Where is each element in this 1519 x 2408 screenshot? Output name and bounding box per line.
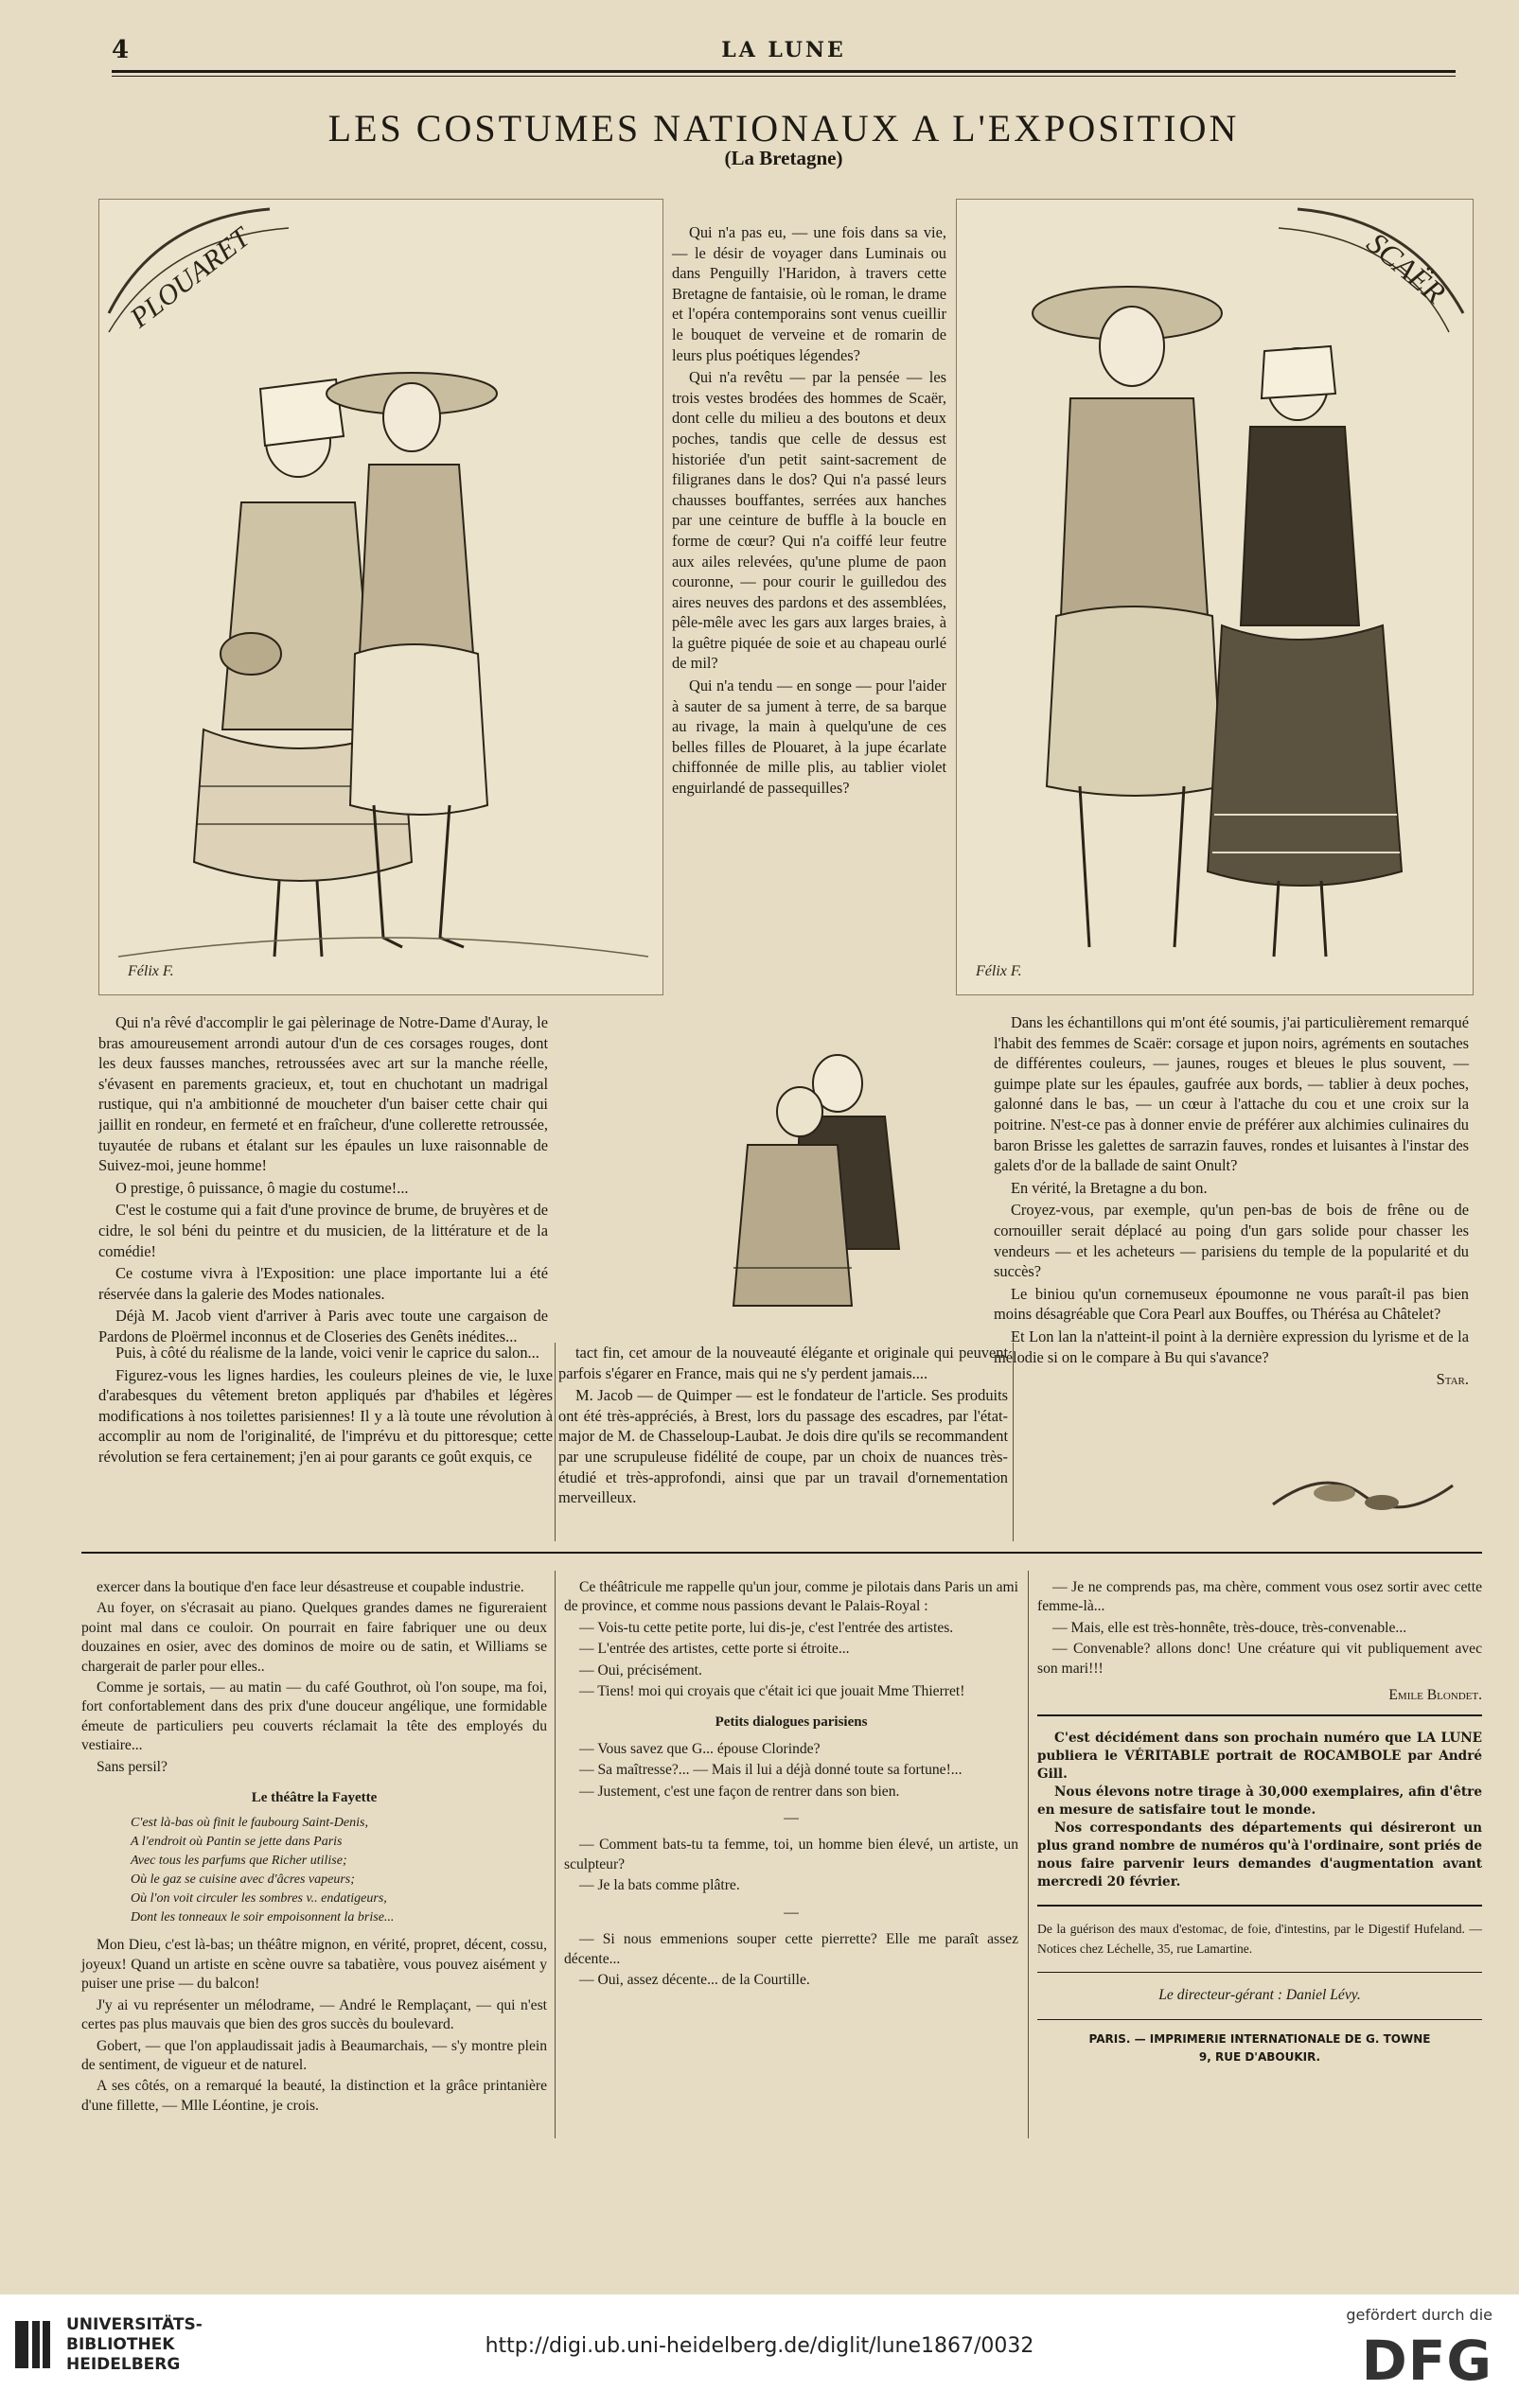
paragraph: Qui n'a tendu — en songe — pour l'aider à sauter de sa jument à terre, de sa barque au rivage, la main à quelqu'une de ces belles filles de Plouaret, à la jupe écarlate chiffonnée de mille plis, au tablier violet enguirlandé de passequilles? — [672, 677, 946, 798]
column-signature: Emile Blondet. — [1388, 1687, 1482, 1704]
verse-line: Avec tous les parfums que Richer utilise; — [131, 1854, 347, 1869]
advertisement: De la guérison des maux d'estomac, de foie, d'intestins, par le Digestif Hufeland. — Notices chez Léchelle, 35, rue Lamartine. — [1037, 1922, 1482, 1956]
paragraph: En vérité, la Bretagne a du bon. — [1011, 1178, 1208, 1197]
paragraph: J'y ai vu représenter un mélodrame, — André le Remplaçant, — qui n'est certes pas plus mauvais que bien des gros succès du boulevard. — [81, 1996, 547, 2033]
paragraph: Ce théâtricule me rappelle qu'un jour, comme je pilotais dans Paris un ami de province, et comme nous passions devant le Palais-Royal : — [564, 1579, 1018, 1615]
dialogue-line: — Si nous emmenions souper cette pierrette? Elle me paraît assez décente... — [564, 1931, 1018, 1967]
dialogue-line: — Comment bats-tu ta femme, toi, un homme bien élevé, un artiste, un sculpteur? — [564, 1837, 1018, 1872]
article-subtitle: (La Bretagne) — [724, 147, 843, 169]
paragraph: Qui n'a revêtu — par la pensée — les trois vestes brodées des hommes de Scaër, dont celle du milieu a des boutons et deux poches, tandis que celle de dessus est historiée d'un petit saint-sacrement de filigranes dans le dos? Qui n'a passé leurs chausses bouffantes, serrées aux hanches par une ceinture de buffle à la boucle en forme de cœur? Qui n'a coiffé leur feutre aux ailes relevées, qu'une plume de paon couronne, — pour courir le guilledou des aires neuves des pardons et des assemblées, pêle-mêle avec les gars aux larges braies, à la guêtre piquée de soie et au chapeau ourlé de mil? — [672, 368, 946, 673]
section-heading: Petits dialogues parisiens — [715, 1714, 868, 1731]
notice-box — [1037, 1730, 1482, 1891]
dialogue-line: — Justement, c'est une façon de rentrer dans son bien. — [579, 1783, 900, 1800]
illustration-plouaret-drawing — [99, 200, 662, 994]
dialogue-line: — Sa maîtresse?... — Mais il lui a déjà donné toute sa fortune!... — [579, 1762, 963, 1779]
funding-note: gefördert durch die — [1346, 2306, 1493, 2324]
article-signature: Star. — [1436, 1370, 1469, 1389]
illustration-couple-drawing — [696, 1031, 946, 1325]
separator-dash: — — [784, 1810, 799, 1827]
artist-signature-right: Félix F. — [976, 963, 1022, 979]
paragraph: Qui n'a rêvé d'accomplir le gai pèlerinage de Notre-Dame d'Auray, le bras amoureusement arrondi autour d'un de ces corsages rouges, dont les deux fausses manches, retroussées avec art sur la manche réelle, s'évasent en parements gracieux, et, tout en chuchotant un madrigal rustique, qui n'a ambitionné de moucheter d'un baiser cette chair qui jaillit en rondeur, en fermeté et en fraîcheur, d'une collerette retroussée, tuyautée de rubans et étalant sur les épaules un luxe raisonnable de Suivez-moi, jeune homme! — [98, 1013, 548, 1175]
dialogue-line: — Oui, assez décente... de la Courtille. — [579, 1971, 810, 1988]
article-column-middle-lower — [558, 1343, 1008, 1510]
paragraph: Sans persil? — [97, 1758, 168, 1775]
paragraph: Dans les échantillons qui m'ont été soumis, j'ai particulièrement remarqué l'habit des femmes de Scaër: corsage et jupon noirs, agréments en soutaches de différentes couleurs, — jaunes, rouges et bleues le plus souvent, — guimpe plate sur les épaules, gaufrée aux bords, — tablier à deux poches, galonné dans le bas, — un cœur à l'attache du cou et une croix sur la poitrine. N'est-ce pas à donner envie de préférer aux alchimies culinaires du baron Brisse les galettes de sarrazin fauves, rondes et luisantes à l'instar des galets d'or de la ballade de saint Onult? — [994, 1013, 1469, 1175]
artist-signature-left: Félix F. — [128, 963, 174, 979]
library-name-line: HEIDELBERG — [66, 2355, 181, 2374]
digitization-footer — [0, 2294, 1519, 2408]
paragraph: exercer dans la boutique d'en face leur désastreuse et coupable industrie. — [97, 1579, 524, 1595]
article-column-middle — [672, 222, 946, 800]
illustration-plouaret — [98, 199, 663, 995]
dialogue-line: — Je la bats comme plâtre. — [579, 1877, 740, 1894]
page-header — [112, 36, 1456, 68]
printer-address: 9, RUE D'ABOUKIR. — [1198, 2049, 1321, 2064]
chronicle-column-3 — [1037, 1578, 1482, 2067]
dialogue-line: — Vous savez que G... épouse Clorinde? — [579, 1740, 821, 1757]
printer-line: PARIS. — IMPRIMERIE INTERNATIONALE DE G. TOWNE — [1088, 2031, 1431, 2046]
paragraph: Et Lon lan la n'atteint-il point à la dernière expression du lyrisme et de la mélodie si on le compare à Bu qui s'avance? — [994, 1327, 1469, 1366]
newspaper-title: LA LUNE — [721, 38, 846, 62]
column-rule — [555, 1343, 556, 1541]
paragraph: Gobert, — que l'on applaudissait jadis à Beaumarchais, — s'y montre plein de sentiment, de vigueur et de naturel. — [81, 2037, 547, 2073]
paragraph: — Tiens! moi qui croyais que c'était ici que jouait Mme Thierret! — [579, 1683, 965, 1700]
paragraph: Mon Dieu, c'est là-bas; un théâtre mignon, en vérité, propret, décent, cossu, joyeux! Quand un artiste en scène ouvre sa tabatière, vous pouvez aisément y puiser une prise — du balcon! — [81, 1937, 547, 1993]
source-url-link[interactable]: http://digi.ub.uni-heidelberg.de/diglit/lune1867/0032 — [485, 2334, 1034, 2358]
notice-rule — [1037, 1714, 1482, 1716]
paragraph: C'est le costume qui a fait d'une province de brume, de bruyères et de cidre, le sol béni du peintre et du musicien, de la littérature et de la comédie! — [98, 1201, 548, 1260]
column-rule — [1028, 1571, 1029, 2138]
paragraph: — Mais, elle est très-honnête, très-douce, très-convenable... — [1052, 1619, 1407, 1636]
label-plouaret: PLOUARET — [124, 221, 256, 334]
notice-rule — [1037, 1905, 1482, 1907]
header-rule — [112, 70, 1456, 77]
paragraph: Croyez-vous, par exemple, qu'un pen-bas de bois de frêne ou de cornouiller serait déplacé au poing d'un gars solide pour chasser les vendeurs — et les acheteurs — parisiens du temple de la popularité et du succès? — [994, 1201, 1469, 1281]
paragraph: Le biniou qu'un cornemuseux époumonne ne vous paraît-il pas bien moins désagréable que Cora Pearl aux Bouffes, ou Thérésa au Châtelet? — [994, 1284, 1469, 1324]
section-rule — [81, 1552, 1482, 1554]
chronicle-column-1 — [81, 1578, 547, 2118]
paragraph: Ce costume vivra à l'Exposition: une place importante lui a été réservée dans la galerie des Modes nationales. — [98, 1264, 548, 1303]
article-column-left-lower — [98, 1343, 553, 1469]
page-number: 4 — [112, 36, 130, 64]
notice-rule — [1037, 2019, 1482, 2020]
paragraph: — L'entrée des artistes, cette porte si étroite... — [579, 1641, 850, 1658]
illustration-couple — [696, 1031, 946, 1325]
paragraph: Comme je sortais, — au matin — du café Gouthrot, où l'on soupe, ma foi, fort confortablement dans des prix d'une douceur angélique, une formidable émeute de particuliers peu couverts réclamait la tête des employés du vestiaire... — [81, 1679, 547, 1754]
paragraph: tact fin, cet amour de la nouveauté élégante et originale qui peuvent parfois s'égarer en France, mais qui ne s'y perdent jamais.... — [558, 1344, 1008, 1382]
notice-paragraph: Nous élevons notre tirage à 30,000 exemplaires, afin d'être en mesure de satisfaire tout le monde. — [1037, 1784, 1482, 1819]
article-title: LES COSTUMES NATIONAUX A L'EXPOSITION — [327, 107, 1240, 149]
verse-line: Dont les tonneaux le soir empoisonnent la brise... — [131, 1910, 395, 1925]
paragraph: Au foyer, on s'écrasait au piano. Quelques grandes dames ne figureraient point mal dans ce couloir. On pourrait en faire fabriquer une ou deux douzaines en osier, avec des dominos de moire ou de satin, et Williams se chargerait de parler pour elles.. — [81, 1600, 547, 1675]
dfg-logo: DFG — [1361, 2329, 1493, 2393]
illustration-scaer-drawing — [957, 200, 1473, 994]
paragraph: Qui n'a pas eu, — une fois dans sa vie, — le désir de voyager dans Luminais ou dans Penguilly l'Haridon, à travers cette Bretagne de fantaisie, où le roman, le drame et l'opéra contemporains sont venus cueillir le bouquet de verveine et de romarin de leurs plus poétiques légendes? — [672, 223, 946, 364]
library-name-line: BIBLIOTHEK — [66, 2335, 175, 2354]
separator-dash: — — [784, 1904, 799, 1921]
verse-line: A l'endroit où Pantin se jette dans Paris — [131, 1835, 343, 1850]
paragraph: M. Jacob — de Quimper — est le fondateur de l'article. Ses produits ont été très-appréciés, à Brest, lors du passage des escadres, par l'état-major de M. de Chasseloup-Laubat. Je dois dire qu'ils se recommandent par une scrupuleuse fidélité de coupe, par un choix de nuances très-étudié et très-approfondi, ainsi que par un travail d'ornementation merveilleux. — [558, 1386, 1008, 1507]
paragraph: — Vois-tu cette petite porte, lui dis-je, c'est l'entrée des artistes. — [579, 1619, 954, 1636]
paragraph: Puis, à côté du réalisme de la lande, voici venir le caprice du salon... — [115, 1344, 539, 1362]
director-line: Le directeur-gérant : Daniel Lévy. — [1158, 1987, 1361, 2004]
ornament — [1268, 1457, 1457, 1523]
label-scaer: SCAËR — [1360, 225, 1453, 310]
ornament-drawing — [1268, 1457, 1457, 1523]
column-rule — [555, 1571, 556, 2138]
chronicle-column-2 — [564, 1578, 1018, 1992]
illustration-scaer — [956, 199, 1474, 995]
library-name-line: UNIVERSITÄTS- — [66, 2315, 203, 2334]
verse-line: Où l'on voit circuler les sombres v.. endatigeurs, — [131, 1891, 387, 1907]
article-column-left — [98, 1012, 548, 1349]
verse-line: C'est là-bas où finit le faubourg Saint-Denis, — [131, 1816, 368, 1831]
paragraph: — Je ne comprends pas, ma chère, comment vous osez sortir avec cette femme-là... — [1037, 1579, 1482, 1615]
notice-paragraph: C'est décidément dans son prochain numéro que LA LUNE publiera le VÉRITABLE portrait de ROCAMBOLE par André Gill. — [1037, 1731, 1482, 1783]
paragraph: Figurez-vous les lignes hardies, les couleurs pleines de vie, le luxe d'arabesques du vêtement breton appliqués par d'habiles et légères modifications à nos toilettes parisiennes! Il y a là toute une révolution à accomplir au nom de l'originalité, de l'imprévu et du pittoresque; cette révolution se fera certainement; j'en ai pour garants ce goût exquis, ce — [98, 1365, 553, 1466]
verse-line: Où le gaz se cuisine avec d'âcres vapeurs; — [131, 1872, 355, 1888]
notice-rule — [1037, 1972, 1482, 1973]
paragraph: — Oui, précisément. — [579, 1661, 702, 1679]
paragraph: A ses côtés, on a remarqué la beauté, la distinction et la grâce printanière d'une fillette, — Mlle Léontine, je crois. — [81, 2078, 547, 2114]
article-column-right — [994, 1012, 1469, 1392]
paragraph: — Convenable? allons donc! Une créature qui vit publiquement avec son mari!!! — [1037, 1641, 1482, 1677]
notice-paragraph: Nos correspondants des départements qui désireront un plus grand nombre de numéros qu'à l'ordinaire, sont priés de nous faire parvenir leurs demandes d'augmentation avant mercredi 20 février. — [1037, 1820, 1482, 1890]
section-heading: Le théâtre la Fayette — [251, 1790, 378, 1806]
paragraph: O prestige, ô puissance, ô magie du costume!... — [115, 1178, 409, 1197]
paragraph: Déjà M. Jacob vient d'arriver à Paris avec toute une cargaison de Pardons de Ploërmel inconnus et de Closeries des Genêts inédites... — [98, 1307, 548, 1345]
